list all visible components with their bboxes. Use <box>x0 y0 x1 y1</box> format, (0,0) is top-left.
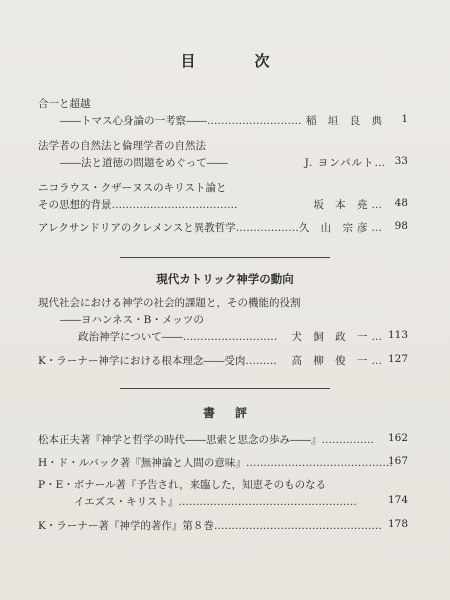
entry-author: 犬 飼 政 一… <box>291 331 386 343</box>
entry-page: 33 <box>394 155 408 167</box>
entry-author: 高 柳 俊 一… <box>291 355 386 367</box>
entry-subtitle: 政治神学について――……………………… <box>78 331 278 343</box>
entry-page: 162 <box>387 432 408 444</box>
toc-entry <box>38 96 408 130</box>
toc-entry <box>38 180 408 214</box>
divider <box>120 257 330 258</box>
entry-page: 167 <box>387 455 408 467</box>
divider <box>120 388 330 389</box>
entry-author: 坂 本 堯… <box>313 199 386 211</box>
entry-title: P・E・ボナール著『予告され，来臨した，知恵そのものなる <box>38 479 327 491</box>
toc-entry <box>38 518 408 535</box>
entry-page: 174 <box>387 494 408 506</box>
toc-entry <box>38 455 408 472</box>
entry-title: K・ラーナー神学における根本理念――受肉……… <box>38 355 277 367</box>
entry-title: アレクサンドリアのクレメンスと異教哲学……………… <box>38 222 299 234</box>
page-title: 目 次 <box>180 52 292 70</box>
entry-page: 178 <box>387 518 408 530</box>
toc-entry <box>38 138 408 172</box>
entry-author: J. ヨンパルト… <box>304 157 386 169</box>
toc-entry <box>38 295 408 346</box>
entry-subtitle: ――法と道徳の問題をめぐって―― <box>60 157 228 169</box>
toc-entry <box>38 353 408 370</box>
entry-title: H・ド・ルバック著『無神論と人間の意味』…………………………………… <box>38 457 393 469</box>
entry-author: 久 山 宗彦… <box>298 222 386 234</box>
toc-entry <box>38 432 408 449</box>
entry-subtitle: ――トマス心身論の一考察――……………………… <box>60 115 302 127</box>
entry-page: 1 <box>401 113 408 125</box>
entry-title: 松本正夫著『神学と哲学の時代――思索と思念の歩み――』…………… <box>38 434 374 446</box>
section-heading: 現代カトリック神学の動向 <box>156 272 294 286</box>
entry-page: 113 <box>387 329 408 341</box>
entry-title: K・ラーナー著『神学的著作』第８巻………………………………………… <box>38 520 382 532</box>
entry-page: 98 <box>394 220 408 232</box>
entry-page: 48 <box>394 197 408 209</box>
entry-title: ニコラウス・クザーヌスのキリスト論と <box>38 182 227 194</box>
entry-page: 127 <box>387 353 408 365</box>
entry-title: 法学者の自然法と倫理学者の自然法 <box>38 140 206 152</box>
entry-title: 合一と超越 <box>38 98 91 110</box>
entry-author: 稲 垣 良 典 <box>305 115 386 127</box>
entry-subtitle: イエズス・キリスト』…………………………………………… <box>74 496 357 508</box>
entry-subtitle: その思想的背景……………………………… <box>38 199 238 211</box>
section-heading: 書評 <box>202 406 267 420</box>
toc-entry <box>38 220 408 237</box>
entry-title: 現代社会における神学の社会的課題と，その機能的役割 <box>38 297 301 309</box>
entry-subtitle: ――ヨハンネス・B・メッツの <box>60 314 204 326</box>
toc-entry <box>38 477 408 511</box>
